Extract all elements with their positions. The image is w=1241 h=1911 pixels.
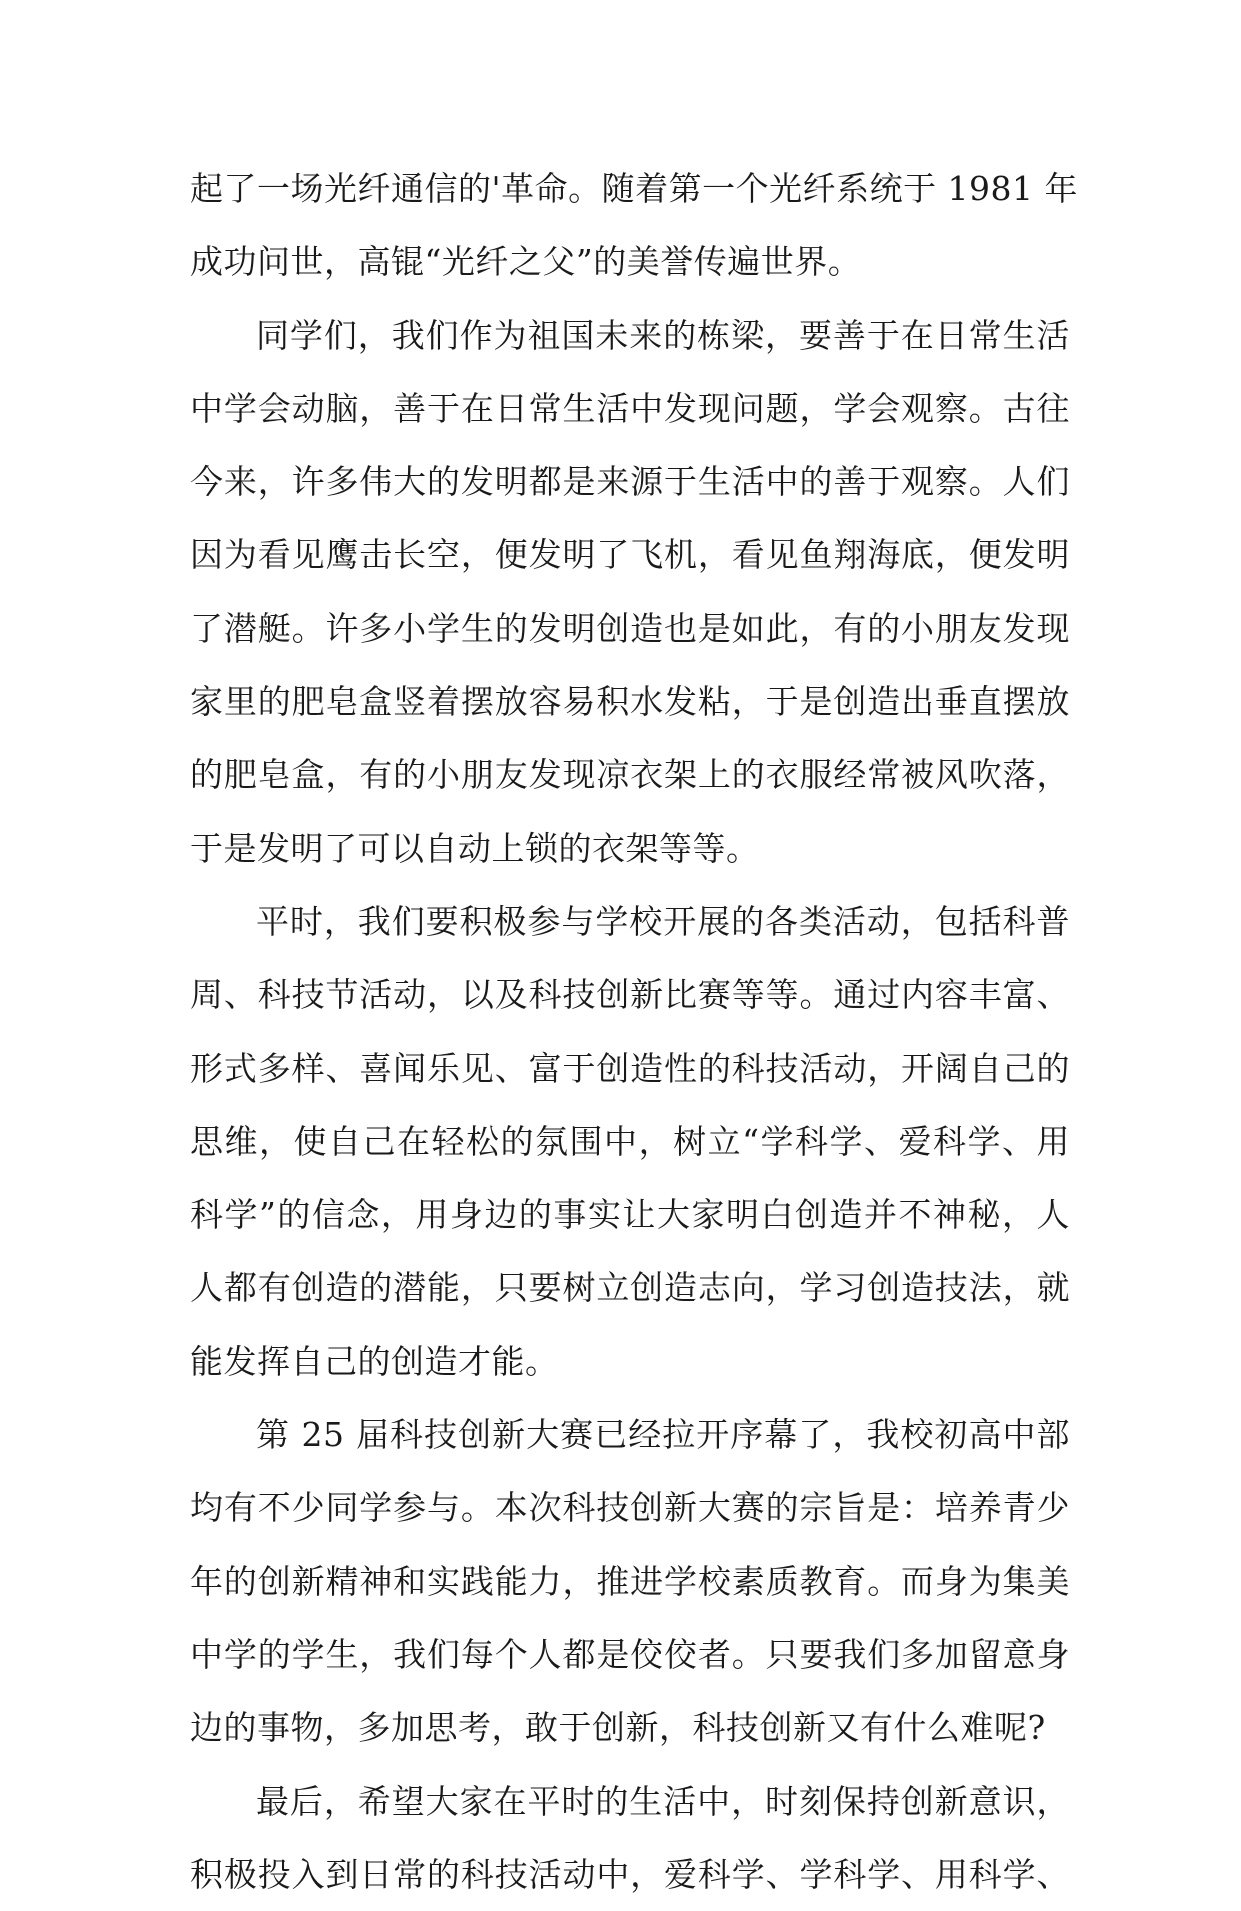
body-text [190,152,1079,1911]
text-line: 起了一场光纤通信的'革命。随着第一个光纤系统于 1981 年 [190,169,1079,208]
text-line: 成功问世，高锟“光纤之父”的美誉传遍世界。 [190,242,862,282]
text-line: 能发挥自己的创造才能。 [190,1341,559,1381]
text-line: 平时，我们要积极参与学校开展的各类活动，包括科普 [256,901,1070,941]
text-line: 了潜艇。许多小学生的发明创造也是如此，有的小朋友发现 [190,608,1070,648]
text-line: 家里的肥皂盒竖着摆放容易积水发粘，于是创造出垂直摆放 [190,682,1070,722]
text-line: 最后，希望大家在平时的生活中，时刻保持创新意识， [256,1781,1070,1821]
text-line: 思维，使自己在轻松的氛围中，树立“学科学、爱科学、用 [190,1121,1070,1161]
text-line: 周、科技节活动，以及科技创新比赛等等。通过内容丰富、 [190,975,1070,1015]
text-line: 今来，许多伟大的发明都是来源于生活中的善于观察。人们 [190,462,1070,502]
text-line: 科学”的信念，用身边的事实让大家明白创造并不神秘，人 [190,1195,1070,1235]
text-line: 年的创新精神和实践能力，推进学校素质教育。而身为集美 [190,1561,1070,1601]
text-line: 均有不少同学参与。本次科技创新大赛的宗旨是：培养青少 [190,1488,1070,1528]
text-line: 人都有创造的潜能，只要树立创造志向，学习创造技法，就 [190,1268,1070,1308]
text-line: 第 25 届科技创新大赛已经拉开序幕了，我校初高中部 [256,1415,1070,1455]
text-line: 因为看见鹰击长空，便发明了飞机，看见鱼翔海底，便发明 [190,535,1070,575]
text-line: 积极投入到日常的科技活动中，爱科学、学科学、用科学、 [190,1854,1070,1894]
text-line: 中学会动脑，善于在日常生活中发现问题，学会观察。古往 [190,388,1070,428]
text-line: 中学的学生，我们每个人都是佼佼者。只要我们多加留意身 [190,1634,1070,1674]
text-line: 形式多样、喜闻乐见、富于创造性的科技活动，开阔自己的 [190,1048,1070,1088]
text-line: 于是发明了可以自动上锁的衣架等等。 [190,828,760,868]
text-line: 的肥皂盒，有的小朋友发现凉衣架上的衣服经常被风吹落， [190,755,1070,795]
text-line: 同学们，我们作为祖国未来的栋梁，要善于在日常生活 [256,315,1070,355]
text-line: 边的事物，多加思考，敢于创新，科技创新又有什么难呢? [190,1708,1046,1748]
